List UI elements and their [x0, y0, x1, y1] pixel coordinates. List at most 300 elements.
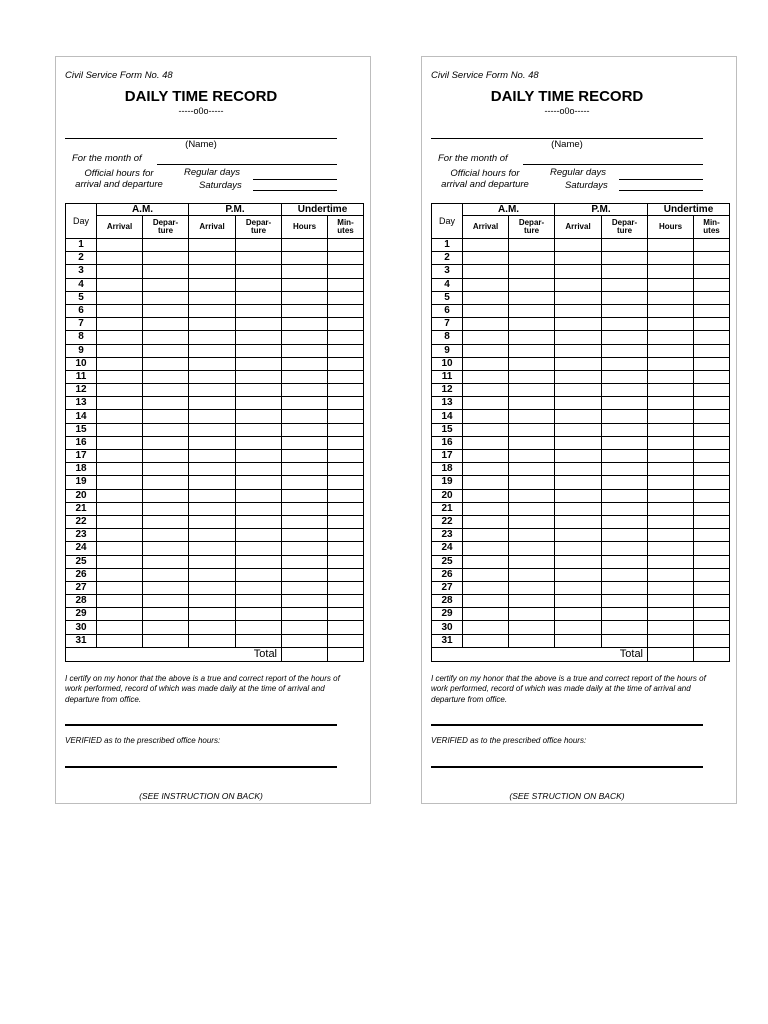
am-arrival-cell[interactable]: [97, 410, 143, 423]
pm-arrival-cell[interactable]: [189, 529, 236, 542]
am-departure-cell[interactable]: [143, 239, 189, 252]
undertime-hours-cell[interactable]: [648, 608, 694, 621]
pm-arrival-cell[interactable]: [189, 581, 236, 594]
am-arrival-cell[interactable]: [463, 423, 509, 436]
pm-arrival-cell[interactable]: [555, 410, 602, 423]
pm-arrival-cell[interactable]: [189, 502, 236, 515]
pm-departure-cell[interactable]: [602, 252, 648, 265]
pm-arrival-cell[interactable]: [189, 515, 236, 528]
pm-arrival-cell[interactable]: [189, 621, 236, 634]
pm-departure-cell[interactable]: [602, 291, 648, 304]
undertime-hours-cell[interactable]: [282, 304, 328, 317]
am-arrival-cell[interactable]: [463, 542, 509, 555]
undertime-hours-cell[interactable]: [648, 595, 694, 608]
pm-arrival-cell[interactable]: [555, 291, 602, 304]
undertime-minutes-cell[interactable]: [694, 318, 730, 331]
undertime-minutes-cell[interactable]: [694, 568, 730, 581]
undertime-minutes-cell[interactable]: [694, 489, 730, 502]
pm-arrival-cell[interactable]: [189, 370, 236, 383]
pm-arrival-cell[interactable]: [555, 436, 602, 449]
pm-arrival-cell[interactable]: [189, 568, 236, 581]
am-arrival-cell[interactable]: [97, 555, 143, 568]
undertime-minutes-cell[interactable]: [694, 608, 730, 621]
am-departure-cell[interactable]: [143, 331, 189, 344]
am-departure-cell[interactable]: [509, 423, 555, 436]
pm-arrival-cell[interactable]: [555, 450, 602, 463]
pm-arrival-cell[interactable]: [555, 304, 602, 317]
am-departure-cell[interactable]: [509, 318, 555, 331]
undertime-minutes-cell[interactable]: [694, 436, 730, 449]
am-departure-cell[interactable]: [509, 357, 555, 370]
saturdays-line[interactable]: [253, 190, 337, 191]
undertime-hours-cell[interactable]: [648, 291, 694, 304]
am-departure-cell[interactable]: [143, 384, 189, 397]
undertime-minutes-cell[interactable]: [328, 331, 364, 344]
pm-arrival-cell[interactable]: [189, 555, 236, 568]
am-arrival-cell[interactable]: [97, 515, 143, 528]
pm-arrival-cell[interactable]: [555, 634, 602, 647]
am-arrival-cell[interactable]: [97, 581, 143, 594]
undertime-hours-cell[interactable]: [648, 423, 694, 436]
pm-arrival-cell[interactable]: [189, 608, 236, 621]
pm-departure-cell[interactable]: [236, 542, 282, 555]
am-arrival-cell[interactable]: [97, 397, 143, 410]
undertime-minutes-cell[interactable]: [328, 621, 364, 634]
am-departure-cell[interactable]: [509, 450, 555, 463]
undertime-minutes-cell[interactable]: [694, 304, 730, 317]
undertime-hours-cell[interactable]: [282, 278, 328, 291]
pm-arrival-cell[interactable]: [555, 595, 602, 608]
pm-departure-cell[interactable]: [236, 634, 282, 647]
undertime-hours-cell[interactable]: [648, 581, 694, 594]
am-arrival-cell[interactable]: [97, 436, 143, 449]
pm-departure-cell[interactable]: [602, 304, 648, 317]
pm-departure-cell[interactable]: [602, 634, 648, 647]
undertime-hours-cell[interactable]: [648, 436, 694, 449]
am-departure-cell[interactable]: [143, 410, 189, 423]
am-departure-cell[interactable]: [509, 542, 555, 555]
pm-arrival-cell[interactable]: [189, 489, 236, 502]
am-arrival-cell[interactable]: [97, 542, 143, 555]
am-departure-cell[interactable]: [509, 489, 555, 502]
am-arrival-cell[interactable]: [97, 318, 143, 331]
undertime-minutes-cell[interactable]: [328, 397, 364, 410]
saturdays-line[interactable]: [619, 190, 703, 191]
pm-arrival-cell[interactable]: [555, 397, 602, 410]
pm-departure-cell[interactable]: [602, 581, 648, 594]
pm-departure-cell[interactable]: [602, 318, 648, 331]
am-arrival-cell[interactable]: [463, 515, 509, 528]
undertime-minutes-cell[interactable]: [694, 423, 730, 436]
am-arrival-cell[interactable]: [97, 608, 143, 621]
undertime-hours-cell[interactable]: [282, 331, 328, 344]
undertime-minutes-cell[interactable]: [328, 357, 364, 370]
am-departure-cell[interactable]: [509, 476, 555, 489]
pm-departure-cell[interactable]: [602, 542, 648, 555]
pm-departure-cell[interactable]: [236, 450, 282, 463]
am-arrival-cell[interactable]: [97, 529, 143, 542]
am-departure-cell[interactable]: [143, 555, 189, 568]
pm-departure-cell[interactable]: [236, 515, 282, 528]
undertime-minutes-cell[interactable]: [328, 318, 364, 331]
am-departure-cell[interactable]: [509, 278, 555, 291]
pm-departure-cell[interactable]: [236, 331, 282, 344]
pm-arrival-cell[interactable]: [555, 529, 602, 542]
undertime-hours-cell[interactable]: [282, 515, 328, 528]
undertime-minutes-cell[interactable]: [694, 621, 730, 634]
pm-arrival-cell[interactable]: [189, 331, 236, 344]
pm-arrival-cell[interactable]: [189, 463, 236, 476]
undertime-minutes-cell[interactable]: [694, 278, 730, 291]
pm-arrival-cell[interactable]: [555, 239, 602, 252]
am-arrival-cell[interactable]: [463, 581, 509, 594]
pm-departure-cell[interactable]: [236, 318, 282, 331]
pm-departure-cell[interactable]: [236, 423, 282, 436]
pm-departure-cell[interactable]: [236, 252, 282, 265]
pm-departure-cell[interactable]: [236, 529, 282, 542]
am-departure-cell[interactable]: [509, 581, 555, 594]
am-arrival-cell[interactable]: [463, 476, 509, 489]
am-arrival-cell[interactable]: [463, 370, 509, 383]
am-departure-cell[interactable]: [143, 502, 189, 515]
am-departure-cell[interactable]: [143, 476, 189, 489]
pm-arrival-cell[interactable]: [189, 278, 236, 291]
am-arrival-cell[interactable]: [463, 265, 509, 278]
pm-departure-cell[interactable]: [602, 489, 648, 502]
undertime-hours-cell[interactable]: [648, 515, 694, 528]
am-arrival-cell[interactable]: [97, 265, 143, 278]
am-departure-cell[interactable]: [143, 370, 189, 383]
undertime-minutes-cell[interactable]: [328, 581, 364, 594]
total-hours-cell[interactable]: [282, 647, 328, 661]
pm-departure-cell[interactable]: [602, 357, 648, 370]
undertime-hours-cell[interactable]: [648, 410, 694, 423]
undertime-hours-cell[interactable]: [648, 568, 694, 581]
pm-departure-cell[interactable]: [236, 502, 282, 515]
undertime-minutes-cell[interactable]: [694, 542, 730, 555]
undertime-minutes-cell[interactable]: [694, 595, 730, 608]
total-hours-cell[interactable]: [648, 647, 694, 661]
undertime-minutes-cell[interactable]: [328, 595, 364, 608]
pm-departure-cell[interactable]: [236, 568, 282, 581]
undertime-hours-cell[interactable]: [282, 318, 328, 331]
undertime-hours-cell[interactable]: [648, 239, 694, 252]
undertime-hours-cell[interactable]: [282, 542, 328, 555]
undertime-minutes-cell[interactable]: [328, 410, 364, 423]
pm-departure-cell[interactable]: [602, 595, 648, 608]
undertime-hours-cell[interactable]: [648, 344, 694, 357]
am-departure-cell[interactable]: [143, 357, 189, 370]
am-departure-cell[interactable]: [509, 331, 555, 344]
pm-departure-cell[interactable]: [602, 555, 648, 568]
am-arrival-cell[interactable]: [97, 463, 143, 476]
am-departure-cell[interactable]: [143, 621, 189, 634]
undertime-minutes-cell[interactable]: [328, 568, 364, 581]
pm-departure-cell[interactable]: [602, 515, 648, 528]
am-arrival-cell[interactable]: [463, 410, 509, 423]
undertime-hours-cell[interactable]: [648, 489, 694, 502]
pm-departure-cell[interactable]: [236, 397, 282, 410]
am-departure-cell[interactable]: [143, 265, 189, 278]
pm-departure-cell[interactable]: [602, 344, 648, 357]
undertime-hours-cell[interactable]: [282, 252, 328, 265]
am-arrival-cell[interactable]: [463, 318, 509, 331]
pm-departure-cell[interactable]: [236, 304, 282, 317]
undertime-minutes-cell[interactable]: [328, 476, 364, 489]
undertime-minutes-cell[interactable]: [328, 555, 364, 568]
am-arrival-cell[interactable]: [463, 529, 509, 542]
am-arrival-cell[interactable]: [97, 595, 143, 608]
pm-arrival-cell[interactable]: [189, 265, 236, 278]
am-departure-cell[interactable]: [509, 463, 555, 476]
pm-arrival-cell[interactable]: [189, 357, 236, 370]
am-arrival-cell[interactable]: [463, 239, 509, 252]
undertime-hours-cell[interactable]: [282, 581, 328, 594]
undertime-minutes-cell[interactable]: [694, 581, 730, 594]
pm-departure-cell[interactable]: [236, 476, 282, 489]
pm-departure-cell[interactable]: [236, 357, 282, 370]
undertime-hours-cell[interactable]: [648, 450, 694, 463]
pm-arrival-cell[interactable]: [189, 436, 236, 449]
undertime-hours-cell[interactable]: [282, 476, 328, 489]
pm-arrival-cell[interactable]: [555, 542, 602, 555]
am-departure-cell[interactable]: [509, 595, 555, 608]
am-arrival-cell[interactable]: [97, 331, 143, 344]
am-departure-cell[interactable]: [509, 608, 555, 621]
am-arrival-cell[interactable]: [97, 278, 143, 291]
undertime-hours-cell[interactable]: [282, 450, 328, 463]
pm-departure-cell[interactable]: [236, 291, 282, 304]
pm-arrival-cell[interactable]: [555, 621, 602, 634]
pm-arrival-cell[interactable]: [555, 502, 602, 515]
undertime-hours-cell[interactable]: [648, 634, 694, 647]
undertime-hours-cell[interactable]: [648, 463, 694, 476]
am-arrival-cell[interactable]: [97, 291, 143, 304]
pm-arrival-cell[interactable]: [555, 581, 602, 594]
pm-departure-cell[interactable]: [236, 265, 282, 278]
undertime-minutes-cell[interactable]: [328, 529, 364, 542]
undertime-hours-cell[interactable]: [648, 370, 694, 383]
am-arrival-cell[interactable]: [463, 634, 509, 647]
pm-departure-cell[interactable]: [236, 370, 282, 383]
am-departure-cell[interactable]: [509, 304, 555, 317]
undertime-hours-cell[interactable]: [282, 344, 328, 357]
pm-arrival-cell[interactable]: [189, 542, 236, 555]
pm-arrival-cell[interactable]: [555, 318, 602, 331]
undertime-minutes-cell[interactable]: [328, 463, 364, 476]
pm-departure-cell[interactable]: [236, 463, 282, 476]
am-arrival-cell[interactable]: [97, 450, 143, 463]
undertime-minutes-cell[interactable]: [694, 555, 730, 568]
total-minutes-cell[interactable]: [694, 647, 730, 661]
am-departure-cell[interactable]: [509, 529, 555, 542]
undertime-hours-cell[interactable]: [648, 265, 694, 278]
am-departure-cell[interactable]: [143, 344, 189, 357]
employee-signature-line[interactable]: [431, 724, 703, 726]
regular-days-line[interactable]: [253, 179, 337, 180]
am-departure-cell[interactable]: [509, 344, 555, 357]
pm-arrival-cell[interactable]: [555, 265, 602, 278]
undertime-hours-cell[interactable]: [282, 489, 328, 502]
am-departure-cell[interactable]: [143, 450, 189, 463]
undertime-hours-cell[interactable]: [648, 476, 694, 489]
undertime-hours-cell[interactable]: [648, 384, 694, 397]
undertime-minutes-cell[interactable]: [328, 370, 364, 383]
pm-departure-cell[interactable]: [602, 423, 648, 436]
undertime-minutes-cell[interactable]: [694, 463, 730, 476]
pm-departure-cell[interactable]: [602, 410, 648, 423]
pm-departure-cell[interactable]: [236, 489, 282, 502]
undertime-hours-cell[interactable]: [648, 502, 694, 515]
am-departure-cell[interactable]: [143, 304, 189, 317]
am-departure-cell[interactable]: [143, 397, 189, 410]
undertime-minutes-cell[interactable]: [694, 239, 730, 252]
pm-arrival-cell[interactable]: [555, 515, 602, 528]
am-departure-cell[interactable]: [143, 463, 189, 476]
am-arrival-cell[interactable]: [97, 344, 143, 357]
am-arrival-cell[interactable]: [463, 278, 509, 291]
month-line[interactable]: [523, 164, 703, 165]
am-arrival-cell[interactable]: [463, 555, 509, 568]
am-arrival-cell[interactable]: [463, 608, 509, 621]
undertime-hours-cell[interactable]: [282, 370, 328, 383]
am-arrival-cell[interactable]: [97, 239, 143, 252]
undertime-hours-cell[interactable]: [282, 529, 328, 542]
am-arrival-cell[interactable]: [97, 304, 143, 317]
undertime-minutes-cell[interactable]: [694, 370, 730, 383]
am-departure-cell[interactable]: [509, 436, 555, 449]
pm-arrival-cell[interactable]: [555, 331, 602, 344]
am-departure-cell[interactable]: [509, 515, 555, 528]
undertime-minutes-cell[interactable]: [694, 252, 730, 265]
am-departure-cell[interactable]: [509, 239, 555, 252]
undertime-minutes-cell[interactable]: [328, 608, 364, 621]
am-departure-cell[interactable]: [143, 595, 189, 608]
undertime-hours-cell[interactable]: [648, 304, 694, 317]
undertime-hours-cell[interactable]: [282, 239, 328, 252]
undertime-minutes-cell[interactable]: [694, 331, 730, 344]
undertime-hours-cell[interactable]: [648, 529, 694, 542]
pm-departure-cell[interactable]: [602, 621, 648, 634]
am-departure-cell[interactable]: [143, 529, 189, 542]
am-arrival-cell[interactable]: [463, 344, 509, 357]
pm-departure-cell[interactable]: [236, 608, 282, 621]
undertime-hours-cell[interactable]: [282, 423, 328, 436]
pm-departure-cell[interactable]: [602, 502, 648, 515]
pm-departure-cell[interactable]: [236, 344, 282, 357]
pm-departure-cell[interactable]: [236, 581, 282, 594]
pm-departure-cell[interactable]: [602, 568, 648, 581]
pm-departure-cell[interactable]: [236, 278, 282, 291]
pm-arrival-cell[interactable]: [189, 252, 236, 265]
am-departure-cell[interactable]: [143, 581, 189, 594]
pm-departure-cell[interactable]: [236, 384, 282, 397]
am-arrival-cell[interactable]: [463, 568, 509, 581]
pm-departure-cell[interactable]: [602, 397, 648, 410]
am-arrival-cell[interactable]: [463, 463, 509, 476]
undertime-hours-cell[interactable]: [282, 502, 328, 515]
am-arrival-cell[interactable]: [97, 634, 143, 647]
am-departure-cell[interactable]: [509, 252, 555, 265]
am-arrival-cell[interactable]: [463, 621, 509, 634]
pm-arrival-cell[interactable]: [189, 476, 236, 489]
undertime-hours-cell[interactable]: [648, 357, 694, 370]
undertime-hours-cell[interactable]: [648, 318, 694, 331]
pm-departure-cell[interactable]: [602, 436, 648, 449]
undertime-minutes-cell[interactable]: [328, 304, 364, 317]
undertime-hours-cell[interactable]: [282, 608, 328, 621]
am-departure-cell[interactable]: [509, 568, 555, 581]
am-departure-cell[interactable]: [509, 370, 555, 383]
undertime-hours-cell[interactable]: [282, 357, 328, 370]
undertime-minutes-cell[interactable]: [694, 265, 730, 278]
pm-departure-cell[interactable]: [602, 239, 648, 252]
am-arrival-cell[interactable]: [97, 252, 143, 265]
pm-arrival-cell[interactable]: [555, 384, 602, 397]
undertime-minutes-cell[interactable]: [328, 252, 364, 265]
pm-arrival-cell[interactable]: [555, 252, 602, 265]
am-departure-cell[interactable]: [143, 423, 189, 436]
am-arrival-cell[interactable]: [463, 489, 509, 502]
undertime-hours-cell[interactable]: [648, 331, 694, 344]
am-departure-cell[interactable]: [143, 291, 189, 304]
am-arrival-cell[interactable]: [97, 370, 143, 383]
undertime-minutes-cell[interactable]: [694, 634, 730, 647]
undertime-hours-cell[interactable]: [648, 542, 694, 555]
pm-arrival-cell[interactable]: [189, 634, 236, 647]
undertime-hours-cell[interactable]: [648, 397, 694, 410]
am-departure-cell[interactable]: [143, 542, 189, 555]
undertime-minutes-cell[interactable]: [694, 384, 730, 397]
am-arrival-cell[interactable]: [463, 436, 509, 449]
pm-departure-cell[interactable]: [236, 595, 282, 608]
undertime-hours-cell[interactable]: [282, 621, 328, 634]
am-departure-cell[interactable]: [143, 318, 189, 331]
am-arrival-cell[interactable]: [463, 595, 509, 608]
undertime-minutes-cell[interactable]: [328, 278, 364, 291]
undertime-hours-cell[interactable]: [282, 634, 328, 647]
am-departure-cell[interactable]: [143, 568, 189, 581]
pm-arrival-cell[interactable]: [189, 304, 236, 317]
pm-arrival-cell[interactable]: [555, 278, 602, 291]
am-arrival-cell[interactable]: [97, 568, 143, 581]
undertime-minutes-cell[interactable]: [694, 410, 730, 423]
undertime-hours-cell[interactable]: [282, 291, 328, 304]
am-departure-cell[interactable]: [509, 634, 555, 647]
pm-arrival-cell[interactable]: [555, 463, 602, 476]
pm-arrival-cell[interactable]: [189, 397, 236, 410]
am-arrival-cell[interactable]: [463, 252, 509, 265]
pm-arrival-cell[interactable]: [189, 450, 236, 463]
undertime-minutes-cell[interactable]: [328, 450, 364, 463]
am-arrival-cell[interactable]: [463, 304, 509, 317]
pm-arrival-cell[interactable]: [555, 568, 602, 581]
pm-departure-cell[interactable]: [236, 621, 282, 634]
undertime-minutes-cell[interactable]: [694, 397, 730, 410]
am-departure-cell[interactable]: [509, 621, 555, 634]
pm-arrival-cell[interactable]: [555, 344, 602, 357]
am-arrival-cell[interactable]: [97, 502, 143, 515]
undertime-hours-cell[interactable]: [282, 410, 328, 423]
am-departure-cell[interactable]: [509, 502, 555, 515]
am-arrival-cell[interactable]: [463, 357, 509, 370]
undertime-hours-cell[interactable]: [282, 595, 328, 608]
pm-departure-cell[interactable]: [602, 331, 648, 344]
am-departure-cell[interactable]: [509, 397, 555, 410]
total-minutes-cell[interactable]: [328, 647, 364, 661]
pm-departure-cell[interactable]: [236, 410, 282, 423]
am-departure-cell[interactable]: [143, 278, 189, 291]
